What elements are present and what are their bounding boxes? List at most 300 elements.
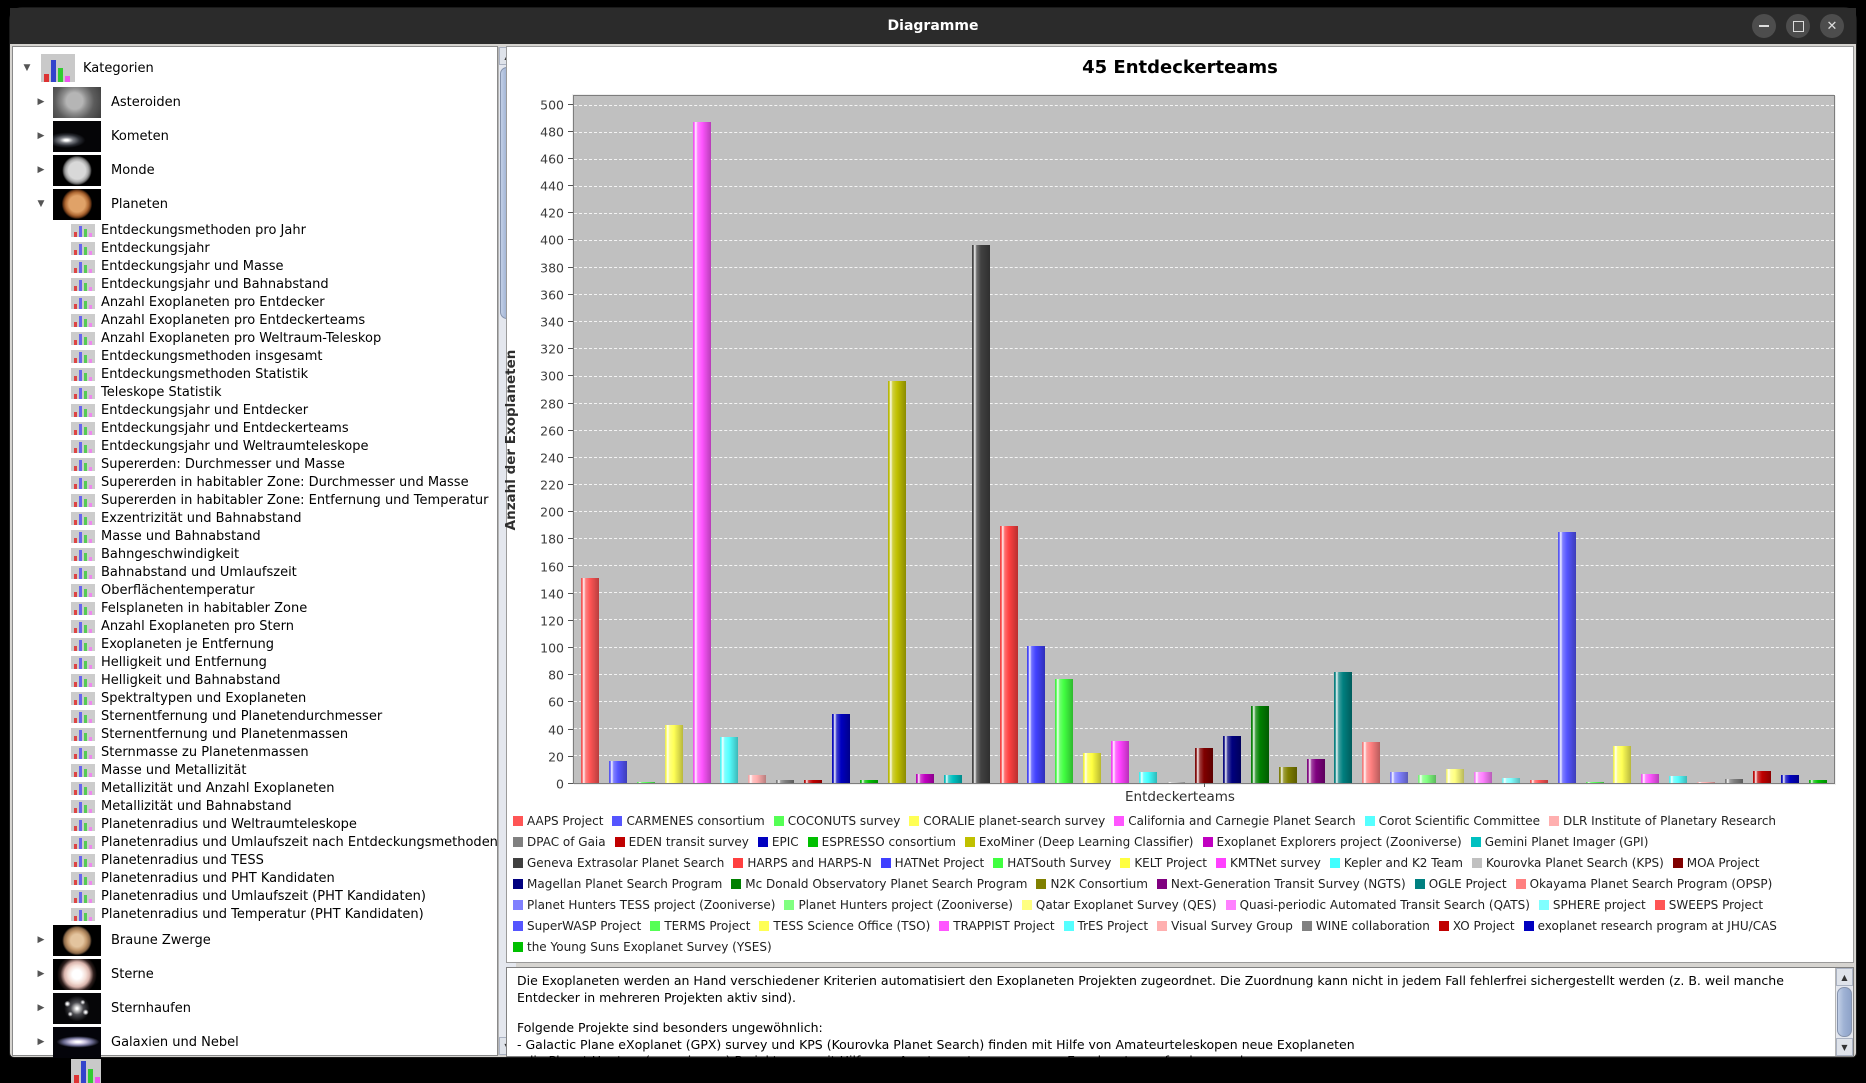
legend-item [1114, 812, 1355, 830]
bar-slot [1720, 96, 1748, 783]
tree-leaf-teleskope-statistik[interactable] [71, 383, 498, 401]
tree-root-label: Kategorien [83, 60, 154, 76]
legend-label: SuperWASP Project [527, 919, 642, 933]
bar-chart-icon [71, 710, 95, 723]
tree-leaf-planetenradius-und-tess[interactable] [71, 851, 498, 869]
bar-slot [1023, 96, 1051, 783]
legend-label: SPHERE project [1552, 898, 1646, 912]
bar-coconuts-survey [637, 782, 655, 783]
y-tick-label: 60 [548, 694, 564, 710]
legend-label: Quasi-periodic Automated Transit Search (QATS) [1239, 898, 1530, 912]
y-tick-label: 280 [540, 396, 564, 411]
tree-leaf-label: Anzahl Exoplaneten pro Weltraum-Teleskop [101, 330, 382, 346]
tree-leaf-label: Helligkeit und Entfernung [101, 654, 267, 670]
bar-slot [1776, 96, 1804, 783]
legend-color-swatch [881, 858, 891, 868]
legend-color-swatch [513, 921, 523, 931]
bar-slot [1636, 96, 1664, 783]
tree-leaf-sternentfernung-und-planetenmassen[interactable] [71, 725, 498, 743]
bar-slot [743, 96, 771, 783]
expand-arrow-icon[interactable]: ▶ [37, 1037, 45, 1047]
window-title: Diagramme [887, 18, 979, 34]
legend-label: HATSouth Survey [1007, 856, 1112, 870]
x-axis-label: Entdeckerteams [1125, 789, 1235, 805]
legend-item [513, 833, 606, 851]
bar-slot [1692, 96, 1720, 783]
tree-item-planeten[interactable] [35, 187, 498, 221]
plot-background [573, 95, 1835, 784]
plot-region [503, 95, 1835, 792]
expand-arrow-icon[interactable]: ▶ [37, 935, 45, 945]
tree-leaf-exzentrizit-t-und-bahnabstand[interactable] [71, 509, 498, 527]
tree-leaf-label: Exzentrizität und Bahnabstand [101, 510, 302, 526]
legend-label: California and Carnegie Planet Search [1128, 814, 1356, 828]
legend-color-swatch [1036, 879, 1046, 889]
legend-item [993, 854, 1111, 872]
collapse-arrow-icon[interactable]: ▼ [23, 63, 31, 73]
tree-leaf-helligkeit-und-entfernung[interactable] [71, 653, 498, 671]
bar-chart-icon [71, 638, 95, 651]
legend-label: Exoplanet Explorers project (Zooniverse) [1216, 835, 1462, 849]
bar-california-and-carnegie-planet-search [693, 122, 711, 783]
legend-color-swatch [1549, 816, 1559, 826]
legend-item [1036, 875, 1147, 893]
tree-leaf-planetenradius-und-umlaufszeit-nach-entdeckungsmethoden[interactable] [71, 833, 498, 851]
bar-qatar-exoplanet-survey-qes- [1446, 769, 1464, 783]
tree-leaf-entdeckungsjahr-und-bahnabstand[interactable] [71, 275, 498, 293]
legend-label: DPAC of Gaia [527, 835, 606, 849]
chart-title: 45 Entdeckerteams [1082, 57, 1278, 78]
legend-color-swatch [1415, 879, 1425, 889]
bar-chart-icon [71, 404, 95, 417]
tree-leaf-entdeckungsmethoden-pro-jahr[interactable] [71, 221, 498, 239]
tree-leaf-label: Supererden in habitabler Zone: Durchmesser und Masse [101, 474, 469, 490]
y-tick-label: 140 [540, 586, 564, 602]
info-paragraph-2: Folgende Projekte sind besonders ungewöhnlich: [517, 1020, 823, 1035]
y-tick-label: 420 [540, 205, 564, 221]
bar-gemini-planet-imager-gpi- [944, 775, 962, 783]
legend-label: TESS Science Office (TSO) [773, 919, 931, 933]
tree-leaf-felsplaneten-in-habitabler-zone[interactable] [71, 599, 498, 617]
legend-label: Geneva Extrasolar Planet Search [527, 856, 725, 870]
legend-color-swatch [1655, 900, 1665, 910]
tree-leaf-label: Bahnabstand und Umlaufszeit [101, 564, 297, 580]
bar-slot [771, 96, 799, 783]
tree-leaf-anzahl-exoplaneten-pro-stern[interactable] [71, 617, 498, 635]
tree-leaf-metallizit-t-und-anzahl-exoplaneten[interactable] [71, 779, 498, 797]
star-thumbnail-icon [53, 959, 101, 990]
legend-item [881, 854, 985, 872]
legend-item [1415, 875, 1507, 893]
app-window [10, 8, 1856, 1068]
legend-color-swatch [513, 816, 523, 826]
tree-item-label: Sternhaufen [111, 1000, 191, 1016]
tree-item-braune-zwerge[interactable] [35, 923, 498, 957]
bar-chart-icon [71, 566, 95, 579]
legend-color-swatch [1365, 816, 1375, 826]
legend-color-swatch [1472, 858, 1482, 868]
bar-planet-hunters-tess-project-zooniverse- [1390, 772, 1408, 783]
bar-slot [1274, 96, 1302, 783]
y-tick-label: 40 [548, 722, 564, 738]
tree-item-label: Kometen [111, 128, 169, 144]
bar-chart-icon [71, 224, 95, 237]
bar-chart-icon [71, 530, 95, 543]
legend-item [650, 917, 750, 935]
tree-item-asteroiden[interactable] [35, 85, 498, 119]
tree-leaf-entdeckungsmethoden-statistik[interactable] [71, 365, 498, 383]
bar-chart-icon [71, 422, 95, 435]
legend-item [1472, 854, 1664, 872]
y-tick-label: 240 [540, 450, 564, 466]
legend-item [1539, 896, 1646, 914]
legend-item [731, 875, 1027, 893]
y-tick-label: 220 [540, 477, 564, 493]
y-tick-label: 400 [540, 232, 564, 248]
bar-magellan-planet-search-program [1223, 736, 1241, 783]
bar-the-young-suns-exoplanet-survey-yses- [1809, 780, 1827, 783]
legend-label: Magellan Planet Search Program [527, 877, 723, 891]
expand-arrow-icon[interactable]: ▶ [37, 165, 45, 175]
bar-slot [855, 96, 883, 783]
scroll-down-icon[interactable]: ▼ [1836, 1038, 1853, 1056]
bar-chart-icon [71, 476, 95, 489]
tree-leaf-label: Sternentfernung und Planetenmassen [101, 726, 349, 742]
bar-slot [883, 96, 911, 783]
legend-item [939, 917, 1054, 935]
legend-label: Okayama Planet Search Program (OPSP) [1529, 877, 1773, 891]
y-tick-label: 200 [540, 504, 564, 520]
bar-chart-icon [71, 764, 95, 777]
expand-arrow-icon[interactable]: ▶ [37, 969, 45, 979]
tree-leaf-label: Spektraltypen und Exoplaneten [101, 690, 307, 706]
bar-coralie-planet-search-survey [665, 725, 683, 783]
bar-slot [576, 96, 604, 783]
tree-root-kategorien[interactable] [21, 51, 498, 85]
legend-label: CORALIE planet-search survey [923, 814, 1106, 828]
tree-leaf-bahngeschwindigkeit[interactable] [71, 545, 498, 563]
legend-color-swatch [513, 837, 523, 847]
bar-epic [832, 714, 850, 783]
tree-leaf-label: Helligkeit und Bahnabstand [101, 672, 281, 688]
tree-leaf-oberfl-chentemperatur[interactable] [71, 581, 498, 599]
bar-kelt-project [1083, 753, 1101, 783]
y-tick-label: 480 [540, 124, 564, 140]
star-cluster-thumbnail-icon [53, 993, 101, 1024]
legend-item [513, 896, 775, 914]
bar-exoplanet-explorers-project-zooniverse- [916, 774, 934, 783]
bar-espresso-consortium [860, 780, 878, 783]
tree-leaf-exoplaneten-je-entfernung[interactable] [71, 635, 498, 653]
bar-slot [1497, 96, 1525, 783]
info-scrollbar[interactable] [1835, 968, 1853, 1056]
tree-leaf-supererden-in-habitabler-zone-entfernung-und-temperatur[interactable] [71, 491, 498, 509]
bar-chart-icon [71, 368, 95, 381]
y-tick-label: 300 [540, 368, 564, 384]
legend-label: XO Project [1452, 919, 1515, 933]
bar-chart-icon [71, 872, 95, 885]
legend-label: SWEEPS Project [1668, 898, 1764, 912]
legend-item [1549, 812, 1776, 830]
tree-leaf-spektraltypen-und-exoplaneten[interactable] [71, 689, 498, 707]
legend-label: Visual Survey Group [1171, 919, 1293, 933]
legend-label: KMTNet survey [1230, 856, 1321, 870]
legend-color-swatch [1673, 858, 1683, 868]
tree-leaf-label: Teleskope Statistik [101, 384, 222, 400]
chart-legend [507, 810, 1853, 962]
maximize-icon [1793, 21, 1804, 32]
window-controls [1752, 14, 1844, 38]
tree-item-galaxien-und-nebel[interactable] [35, 1025, 498, 1059]
tree-leaf-label: Entdeckungsjahr und Entdeckerteams [101, 420, 349, 436]
legend-color-swatch [1216, 858, 1226, 868]
tree-leaf-entdeckungsjahr-und-entdecker[interactable] [71, 401, 498, 419]
bar-chart-icon [71, 656, 95, 669]
bar-chart-icon [71, 782, 95, 795]
legend-color-swatch [758, 837, 768, 847]
bar-chart-icon [71, 602, 95, 615]
bar-slot [660, 96, 688, 783]
y-tick-label: 0 [556, 776, 564, 792]
bar-chart-icon [71, 854, 95, 867]
category-tree [13, 47, 498, 1055]
legend-item [808, 833, 956, 851]
tree-leaf-entdeckungsjahr-und-masse[interactable] [71, 257, 498, 275]
bar-slot [939, 96, 967, 783]
planet-thumbnail-icon [53, 189, 101, 220]
bar-corot-scientific-committee [720, 737, 738, 783]
bar-ogle-project [1334, 672, 1352, 783]
legend-label: ESPRESSO consortium [821, 835, 956, 849]
bar-chart-icon [71, 818, 95, 831]
tree-item-label: Monde [111, 162, 155, 178]
tree-leaf-sternmasse-zu-planetenmassen[interactable] [71, 743, 498, 761]
tree-leaf-planetenradius-und-umlaufszeit-pht-kandidaten-[interactable] [71, 887, 498, 905]
tree-leaf-label: Masse und Bahnabstand [101, 528, 261, 544]
bar-sphere-project [1502, 778, 1520, 783]
tree-leaf-entdeckungsjahr-und-weltraumteleskope[interactable] [71, 437, 498, 455]
legend-label: EPIC [771, 835, 799, 849]
legend-color-swatch [513, 879, 523, 889]
bar-slot [1385, 96, 1413, 783]
tree-leaf-label: Sternentfernung und Planetendurchmesser [101, 708, 383, 724]
legend-item [1439, 917, 1515, 935]
legend-item [759, 917, 930, 935]
legend-label: Planet Hunters TESS project (Zooniverse) [527, 898, 776, 912]
tree-leaf-label: Entdeckungsjahr und Weltraumteleskope [101, 438, 369, 454]
close-button[interactable] [1820, 14, 1844, 38]
tree-leaf-helligkeit-und-bahnabstand[interactable] [71, 671, 498, 689]
bar-hatnet-project [1027, 646, 1045, 783]
bar-slot [799, 96, 827, 783]
title-bar[interactable] [10, 8, 1856, 44]
legend-item [615, 833, 749, 851]
legend-color-swatch [1114, 816, 1124, 826]
legend-item [1471, 833, 1649, 851]
bar-chart-icon [71, 332, 95, 345]
legend-color-swatch [1203, 837, 1213, 847]
legend-label: Kourovka Planet Search (KPS) [1485, 856, 1664, 870]
bar-superwasp-project [1558, 532, 1576, 783]
bar-chart-icon [71, 440, 95, 453]
tree-leaf-entdeckungsjahr[interactable] [71, 239, 498, 257]
tree-leaf-entdeckungsmethoden-insgesamt[interactable] [71, 347, 498, 365]
tree-leaf-label: Entdeckungsjahr [101, 240, 210, 256]
bar-chart-icon [71, 386, 95, 399]
tree-leaf-anzahl-exoplaneten-pro-entdecker[interactable] [71, 293, 498, 311]
bar-chart-icon [71, 800, 95, 813]
info-scrollbar-track[interactable] [1836, 986, 1853, 1038]
tree-leaf-label: Entdeckungsjahr und Entdecker [101, 402, 309, 418]
tree-leaf-planetenradius-und-weltraumteleskope[interactable] [71, 815, 498, 833]
legend-item [513, 812, 603, 830]
tree-leaf-label: Bahngeschwindigkeit [101, 546, 240, 562]
bar-chart-icon [41, 54, 75, 82]
bar-slot [1246, 96, 1274, 783]
tree-leaf-metallizit-t-und-bahnabstand[interactable] [71, 797, 498, 815]
legend-label: COCONUTS survey [787, 814, 901, 828]
tree-leaf-label: Entdeckungsjahr und Bahnabstand [101, 276, 329, 292]
tree-leaf-label: Entdeckungsmethoden Statistik [101, 366, 309, 382]
legend-item [1216, 854, 1321, 872]
legend-color-swatch [808, 837, 818, 847]
tree-leaf-masse-und-bahnabstand[interactable] [71, 527, 498, 545]
tree-item-label: Braune Zwerge [111, 932, 211, 948]
asteroid-thumbnail-icon [53, 87, 101, 118]
tree-leaf-supererden-in-habitabler-zone-durchmesser-und-masse[interactable] [71, 473, 498, 491]
legend-item [1203, 833, 1462, 851]
bar-slot [1218, 96, 1246, 783]
legend-color-swatch [1439, 921, 1449, 931]
legend-color-swatch [615, 837, 625, 847]
tree-leaf-planetenradius-und-temperatur-pht-kandidaten-[interactable] [71, 905, 498, 923]
minimize-button[interactable] [1752, 14, 1776, 38]
legend-color-swatch [513, 900, 523, 910]
bar-slot [1581, 96, 1609, 783]
tree-leaf-label: Planetenradius und Umlaufszeit nach Entdeckungsmethoden [101, 834, 498, 850]
bar-dlr-institute-of-planetary-research [748, 775, 766, 783]
legend-item [1022, 896, 1217, 914]
bar-okayama-planet-search-program-opsp- [1362, 742, 1380, 783]
y-tick-label: 460 [540, 151, 564, 167]
bar-slot [1664, 96, 1692, 783]
legend-label: HARPS and HARPS-N [747, 856, 872, 870]
legend-color-swatch [612, 816, 622, 826]
legend-item [784, 896, 1012, 914]
expand-arrow-icon[interactable]: ▶ [37, 97, 45, 107]
bar-dpac-of-gaia [776, 780, 794, 783]
tree-leaf-masse-und-metallizit-t[interactable] [71, 761, 498, 779]
tree-item-sterne[interactable] [35, 957, 498, 991]
maximize-button[interactable] [1786, 14, 1810, 38]
minimize-icon [1759, 25, 1769, 27]
bar-n2k-consortium [1279, 767, 1297, 783]
bar-slot [632, 96, 660, 783]
legend-label: exoplanet research program at JHU/CAS [1537, 919, 1777, 933]
legend-item [513, 938, 772, 956]
info-panel [506, 967, 1854, 1068]
y-tick-label: 340 [540, 314, 564, 330]
bar-chart-icon [71, 692, 95, 705]
tree-item-monde[interactable] [35, 153, 498, 187]
tree-leaf-entdeckungsjahr-und-entdeckerteams[interactable] [71, 419, 498, 437]
bar-chart-icon [71, 314, 95, 327]
y-tick-label: 160 [540, 559, 564, 575]
legend-color-swatch [759, 921, 769, 931]
legend-color-swatch [1022, 900, 1032, 910]
info-scrollbar-thumb[interactable] [1837, 987, 1852, 1037]
legend-label: TRAPPIST Project [953, 919, 1055, 933]
legend-label: Planet Hunters project (Zooniverse) [798, 898, 1013, 912]
bar-terms-project [1586, 782, 1604, 783]
tree-leaf-label: Sternmasse zu Planetenmassen [101, 744, 309, 760]
bar-eden-transit-survey [804, 780, 822, 783]
legend-item [1064, 917, 1149, 935]
bar-chart-icon [71, 746, 95, 759]
legend-color-swatch [513, 942, 523, 952]
bar-chart-icon [71, 242, 95, 255]
legend-color-swatch [1157, 921, 1167, 931]
tree-leaf-label: Felsplaneten in habitabler Zone [101, 600, 308, 616]
legend-item [513, 854, 724, 872]
chart-area [503, 46, 1854, 1068]
tree-item-kometen[interactable] [35, 119, 498, 153]
bar-moa-project [1195, 748, 1213, 783]
expand-arrow-icon[interactable]: ▶ [37, 131, 45, 141]
legend-item [1157, 917, 1293, 935]
legend-label: KELT Project [1134, 856, 1207, 870]
scroll-up-icon[interactable]: ▲ [1836, 968, 1853, 986]
bar-slot [911, 96, 939, 783]
tree-item-clipped[interactable] [71, 1059, 498, 1073]
legend-label: ExoMiner (Deep Learning Classifier) [978, 835, 1194, 849]
bar-chart-icon [71, 620, 95, 633]
tree-item-sternhaufen[interactable] [35, 991, 498, 1025]
legend-color-swatch [993, 858, 1003, 868]
legend-label: WINE collaboration [1315, 919, 1430, 933]
bar-tres-project [1669, 776, 1687, 783]
bar-planet-hunters-project-zooniverse- [1418, 775, 1436, 783]
legend-label: Mc Donald Observatory Planet Search Program [745, 877, 1028, 891]
info-paragraph-4: - die Planet Hunters (zoouniverse) Projekte, wo mit Hilfe von Amateurastronomen neue Exoplaneten gefunden wurden [517, 1053, 1259, 1068]
legend-color-swatch [939, 921, 949, 931]
bar-kepler-and-k2-team [1139, 772, 1157, 783]
tree-leaf-bahnabstand-und-umlaufszeit[interactable] [71, 563, 498, 581]
collapse-arrow-icon[interactable]: ▼ [37, 199, 45, 209]
tree-leaf-sternentfernung-und-planetendurchmesser[interactable] [71, 707, 498, 725]
x-axis-tick [1204, 783, 1205, 787]
tree-leaf-planetenradius-und-pht-kandidaten[interactable] [71, 869, 498, 887]
tree-leaf-label: Oberflächentemperatur [101, 582, 255, 598]
tree-leaf-label: Planetenradius und TESS [101, 852, 264, 868]
bar-slot [1302, 96, 1330, 783]
tree-leaf-label: Planetenradius und PHT Kandidaten [101, 870, 335, 886]
tree-leaf-anzahl-exoplaneten-pro-entdeckerteams[interactable] [71, 311, 498, 329]
bar-kourovka-planet-search-kps- [1167, 782, 1185, 783]
category-tree-panel [12, 46, 498, 1056]
bar-slot [1469, 96, 1497, 783]
info-text [507, 968, 1835, 1068]
info-paragraph-3: - Galactic Plane eXoplanet (GPX) survey und KPS (Kourovka Planet Search) finden mit Hilfe von Amateurteleskopen neue Exoplaneten [517, 1036, 1355, 1052]
tree-leaf-supererden-durchmesser-und-masse[interactable] [71, 455, 498, 473]
expand-arrow-icon[interactable]: ▶ [37, 1003, 45, 1013]
tree-leaf-anzahl-exoplaneten-pro-weltraum-teleskop[interactable] [71, 329, 498, 347]
bar-chart-icon [71, 278, 95, 291]
legend-item [909, 812, 1105, 830]
galaxy-thumbnail-icon [53, 1027, 101, 1058]
legend-item [1365, 812, 1540, 830]
info-paragraph-1: Die Exoplaneten werden an Hand verschiedener Kriterien automatisiert den Exoplaneten Projekten zugeordnet. Die Zuordnung kann nicht in jedem Fall fehlerfrei sichergestellt werden (z. B. weil manche Entdecker in mehreren Projekten aktiv sind). [517, 973, 1784, 1005]
